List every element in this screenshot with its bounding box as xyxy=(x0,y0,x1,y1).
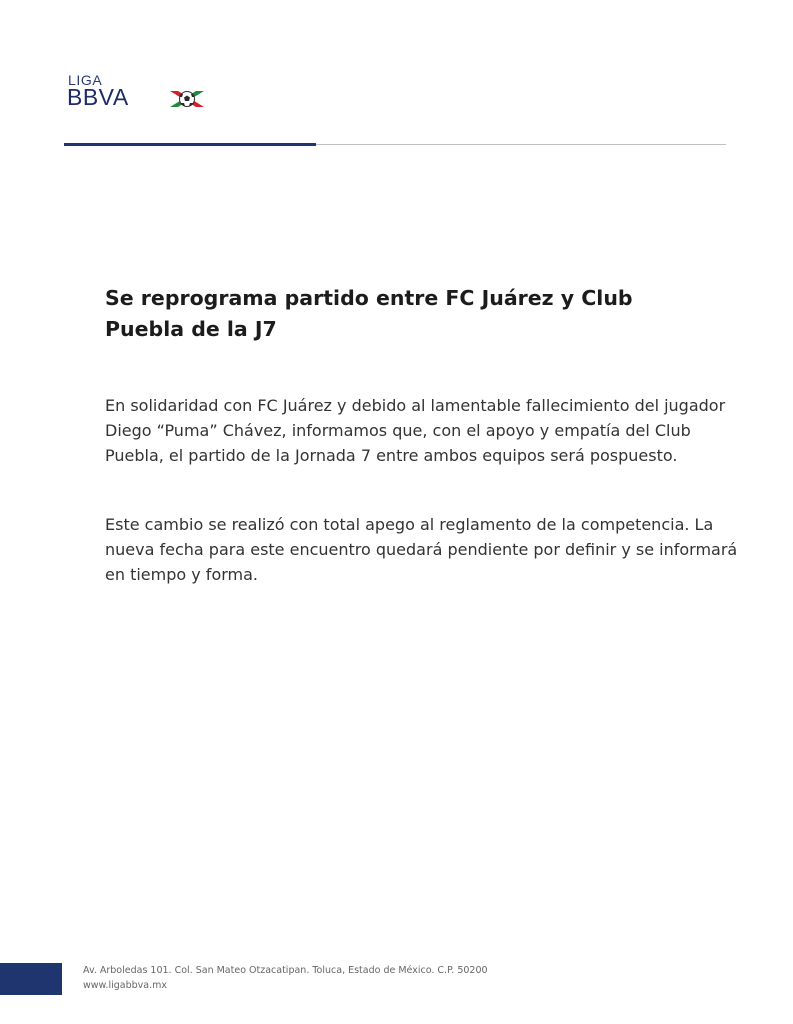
liga-mx-x-icon xyxy=(167,88,207,110)
footer-accent-block xyxy=(0,963,62,995)
logo-liga-text: LIGA xyxy=(68,72,103,88)
logo-bbva-text: BBVA xyxy=(67,84,129,110)
liga-bbva-logo xyxy=(67,72,217,112)
header-accent-bar xyxy=(64,143,316,146)
article-paragraph-2: Este cambio se realizó con total apego al reglamento de la competencia. La nueva fecha para este encuentro quedará pendiente por definir y se informará en tiempo y forma. xyxy=(105,515,738,584)
footer-address: Av. Arboledas 101. Col. San Mateo Otzacatipan. Toluca, Estado de México. C.P. 50200 xyxy=(83,965,488,976)
footer-website-link[interactable]: www.ligabbva.mx xyxy=(83,980,167,991)
article-paragraph-1: En solidaridad con FC Juárez y debido al lamentable fallecimiento del jugador Diego “Puma” Chávez, informamos que, con el apoyo y empatía del Club Puebla, el partido de la Jornada 7 entre ambos equipos será pospuesto. xyxy=(105,396,726,465)
article-title: Se reprograma partido entre FC Juárez y Club Puebla de la J7 xyxy=(105,286,633,341)
